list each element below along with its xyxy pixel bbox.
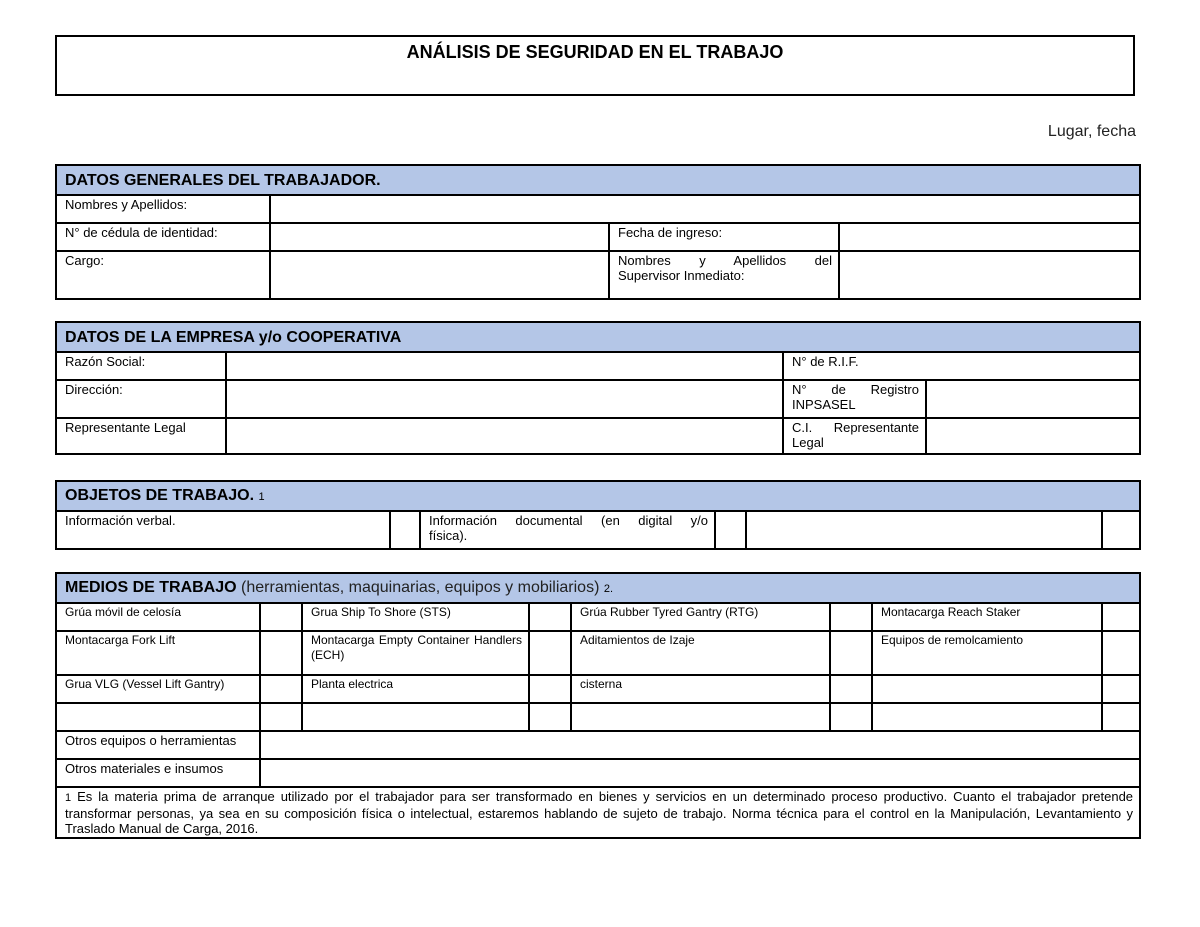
- other-object-checkbox[interactable]: [1102, 511, 1140, 549]
- equipment-item-label: Montacarga Reach Staker: [872, 603, 1102, 631]
- equipment-item-checkbox[interactable]: [830, 603, 872, 631]
- work-objects-header-text: OBJETOS DE TRABAJO.: [65, 486, 255, 504]
- names-field[interactable]: [270, 195, 1140, 223]
- work-objects-footnote-ref: 1: [258, 490, 265, 503]
- equipment-item-label: Grúa Rubber Tyred Gantry (RTG): [571, 603, 830, 631]
- equipment-item-blank[interactable]: [872, 703, 1102, 731]
- rep-ci-field[interactable]: [926, 418, 1140, 454]
- company-data-table: [55, 321, 1141, 455]
- equipment-item-blank[interactable]: [302, 703, 529, 731]
- equipment-item-label[interactable]: [872, 675, 1102, 703]
- rep-ci-label-line-2: Legal: [792, 435, 824, 450]
- footnote-marker: 1: [65, 792, 72, 804]
- equipment-item-checkbox[interactable]: [529, 703, 571, 731]
- supervisor-label-line-1: Nombres y Apellidos del: [618, 253, 832, 268]
- documental-info-checkbox[interactable]: [715, 511, 746, 549]
- supervisor-label: [609, 251, 839, 299]
- footnote: [56, 787, 1140, 838]
- equipment-item-checkbox[interactable]: [529, 603, 571, 631]
- verbal-info-checkbox[interactable]: [390, 511, 420, 549]
- id-label: N° de cédula de identidad:: [56, 223, 270, 251]
- other-object-field[interactable]: [746, 511, 1102, 549]
- inpsasel-field[interactable]: [926, 380, 1140, 418]
- position-field[interactable]: [270, 251, 609, 299]
- legal-rep-field[interactable]: [226, 418, 783, 454]
- document-title: ANÁLISIS DE SEGURIDAD EN EL TRABAJO: [406, 42, 784, 62]
- equipment-item-checkbox[interactable]: [260, 703, 302, 731]
- address-label: Dirección:: [56, 380, 226, 418]
- equipment-item-checkbox[interactable]: [260, 675, 302, 703]
- work-means-footnote-ref: 2.: [603, 582, 614, 595]
- equipment-item-checkbox[interactable]: [1102, 631, 1140, 675]
- equipment-item-label: Grua Ship To Shore (STS): [302, 603, 529, 631]
- worker-data-table: [55, 164, 1141, 300]
- equipment-item-label: cisterna: [571, 675, 830, 703]
- equipment-item-checkbox[interactable]: [260, 631, 302, 675]
- supervisor-label-line-2: Supervisor Inmediato:: [618, 268, 745, 283]
- equipment-item-checkbox[interactable]: [1102, 675, 1140, 703]
- rep-ci-label: [783, 418, 926, 454]
- equipment-item-label: Grua VLG (Vessel Lift Gantry): [56, 675, 260, 703]
- documental-info-label-line-2: física).: [429, 528, 468, 543]
- entry-date-field[interactable]: [839, 223, 1140, 251]
- address-field[interactable]: [226, 380, 783, 418]
- work-objects-header: [56, 481, 1140, 511]
- legal-rep-label: Representante Legal: [56, 418, 226, 454]
- verbal-info-label: Información verbal.: [56, 511, 390, 549]
- rep-ci-label-line-1: C.I. Representante: [792, 420, 919, 435]
- equipment-item-blank[interactable]: [56, 703, 260, 731]
- place-date: Lugar, fecha: [1047, 123, 1136, 140]
- supervisor-field[interactable]: [839, 251, 1140, 299]
- equipment-item-label: Montacarga Fork Lift: [56, 631, 260, 675]
- id-field[interactable]: [270, 223, 609, 251]
- equipment-item-blank[interactable]: [571, 703, 830, 731]
- inpsasel-label-line-2: INPSASEL: [792, 397, 856, 412]
- inpsasel-label: [783, 380, 926, 418]
- equipment-item-label: Aditamientos de Izaje: [571, 631, 830, 675]
- footnote-text: Es la materia prima de arranque utilizado por el trabajador para ser transformado en bienes y servicios en un determinado proceso productivo. Cuanto el trabajador pretende transformar personas, ya sea en su composición física o intelectual, estaremos hablando de sujeto de trabajo. Norma técnica para el control en la Manipulación, Levantamiento y Traslado Manual de Carga, 2016.: [65, 789, 1134, 836]
- equipment-item-checkbox[interactable]: [830, 675, 872, 703]
- business-name-label: Razón Social:: [56, 352, 226, 380]
- equipment-item-label: Equipos de remolcamiento: [872, 631, 1102, 675]
- document-title-box: [55, 35, 1135, 96]
- position-label: Cargo:: [56, 251, 270, 299]
- work-means-table: [55, 572, 1141, 839]
- equipment-item-checkbox[interactable]: [1102, 703, 1140, 731]
- equipment-item-checkbox[interactable]: [830, 703, 872, 731]
- equipment-item-checkbox[interactable]: [529, 631, 571, 675]
- work-means-header-detail: (herramientas, maquinarias, equipos y mobiliarios): [241, 578, 600, 596]
- equipment-item-checkbox[interactable]: [260, 603, 302, 631]
- work-objects-table: [55, 480, 1141, 550]
- worker-section-header: DATOS GENERALES DEL TRABAJADOR.: [56, 165, 1140, 195]
- names-label: Nombres y Apellidos:: [56, 195, 270, 223]
- other-tools-field[interactable]: [260, 731, 1140, 759]
- documental-info-label-line-1: Información documental (en digital y/o: [429, 513, 708, 528]
- equipment-item-checkbox[interactable]: [830, 631, 872, 675]
- business-name-field[interactable]: [226, 352, 783, 380]
- work-means-header-bold: MEDIOS DE TRABAJO: [65, 578, 237, 596]
- equipment-item-label: Montacarga Empty Container Handlers (ECH): [302, 631, 529, 675]
- equipment-item-label: Planta electrica: [302, 675, 529, 703]
- entry-date-label: Fecha de ingreso:: [609, 223, 839, 251]
- documental-info-label: [420, 511, 715, 549]
- work-means-header: [56, 573, 1140, 603]
- equipment-item-checkbox[interactable]: [1102, 603, 1140, 631]
- company-section-header: DATOS DE LA EMPRESA y/o COOPERATIVA: [56, 322, 1140, 352]
- equipment-item-label: Grúa móvil de celosía: [56, 603, 260, 631]
- equipment-item-checkbox[interactable]: [529, 675, 571, 703]
- inpsasel-label-line-1: N° de Registro: [792, 382, 919, 397]
- other-materials-field[interactable]: [260, 759, 1140, 787]
- rif-label: N° de R.I.F.: [792, 354, 859, 369]
- other-materials-label: Otros materiales e insumos: [56, 759, 260, 787]
- other-tools-label: Otros equipos o herramientas: [56, 731, 260, 759]
- rif-cell[interactable]: [783, 352, 1140, 380]
